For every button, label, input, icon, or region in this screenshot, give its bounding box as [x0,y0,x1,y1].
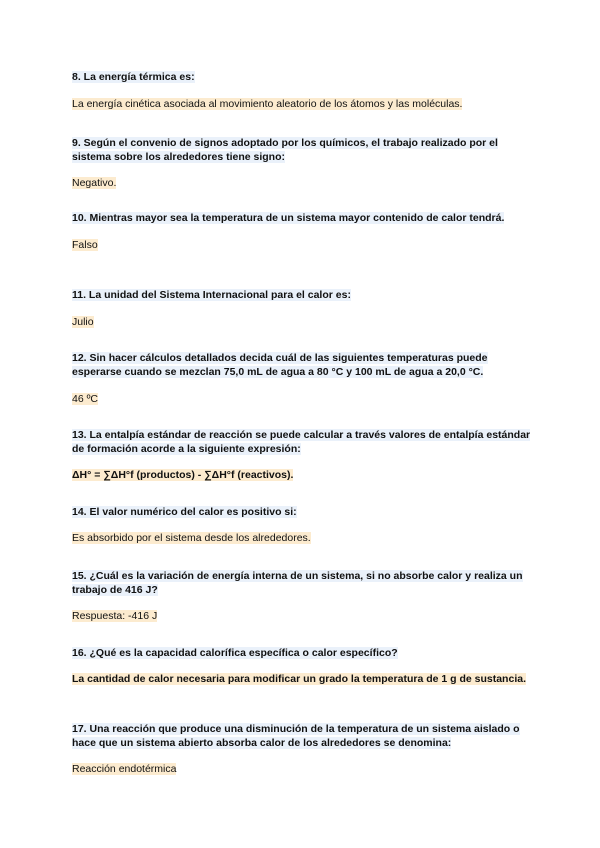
answer-text: ΔH° = ∑ΔH°f (productos) - ∑ΔH°f (reactivos). [72,469,294,481]
answer-text: Julio [72,316,94,328]
answer-text: 46 ºC [72,393,99,405]
answer-text: La energía cinética asociada al movimiento aleatorio de los átomos y las moléculas. [72,98,463,110]
question-block-9 [72,136,532,190]
question-text: 10. Mientras mayor sea la temperatura de un sistema mayor contenido de calor tendrá. [72,212,505,224]
question-block-17 [72,722,532,776]
question-block-8 [72,70,532,111]
question-text: 8. La energía térmica es: [72,71,195,83]
question-block-15 [72,569,532,623]
question-block-14 [72,505,532,545]
answer-text: Es absorbido por el sistema desde los alrededores. [72,532,311,544]
question-block-11 [72,288,532,329]
answer-text: La cantidad de calor necesaria para modificar un grado la temperatura de 1 g de sustancia. [72,673,526,685]
question-block-10 [72,211,532,252]
answer-text: Negativo. [72,177,117,189]
answer-text: Reacción endotérmica [72,763,177,775]
question-text: 14. El valor numérico del calor es positivo si: [72,506,297,518]
question-text: 12. Sin hacer cálculos detallados decida cuál de las siguientes temperaturas puede esperarse cuando se mezclan 75,0 mL de agua a 80 °C y 100 mL de agua a 20,0 °C. [72,352,488,378]
question-text: 15. ¿Cuál es la variación de energía interna de un sistema, si no absorbe calor y realiza un trabajo de 416 J? [72,570,523,596]
question-text: 13. La entalpía estándar de reacción se puede calcular a través valores de entalpía estándar de formación acorde a la siguiente expresión: [72,429,531,455]
question-text: 11. La unidad del Sistema Internacional para el calor es: [72,289,351,301]
question-block-16 [72,646,532,686]
question-block-13 [72,428,532,482]
question-text: 17. Una reacción que produce una disminución de la temperatura de un sistema aislado o hace que un sistema abierto absorba calor de los alrededores se denomina: [72,723,520,749]
question-text: 9. Según el convenio de signos adoptado por los químicos, el trabajo realizado por el sistema sobre los alrededores tiene signo: [72,137,498,163]
answer-text: Respuesta: -416 J [72,610,158,622]
answer-text: Falso [72,239,98,251]
question-block-12 [72,351,532,406]
question-text: 16. ¿Qué es la capacidad calorífica específica o calor específico? [72,647,398,659]
